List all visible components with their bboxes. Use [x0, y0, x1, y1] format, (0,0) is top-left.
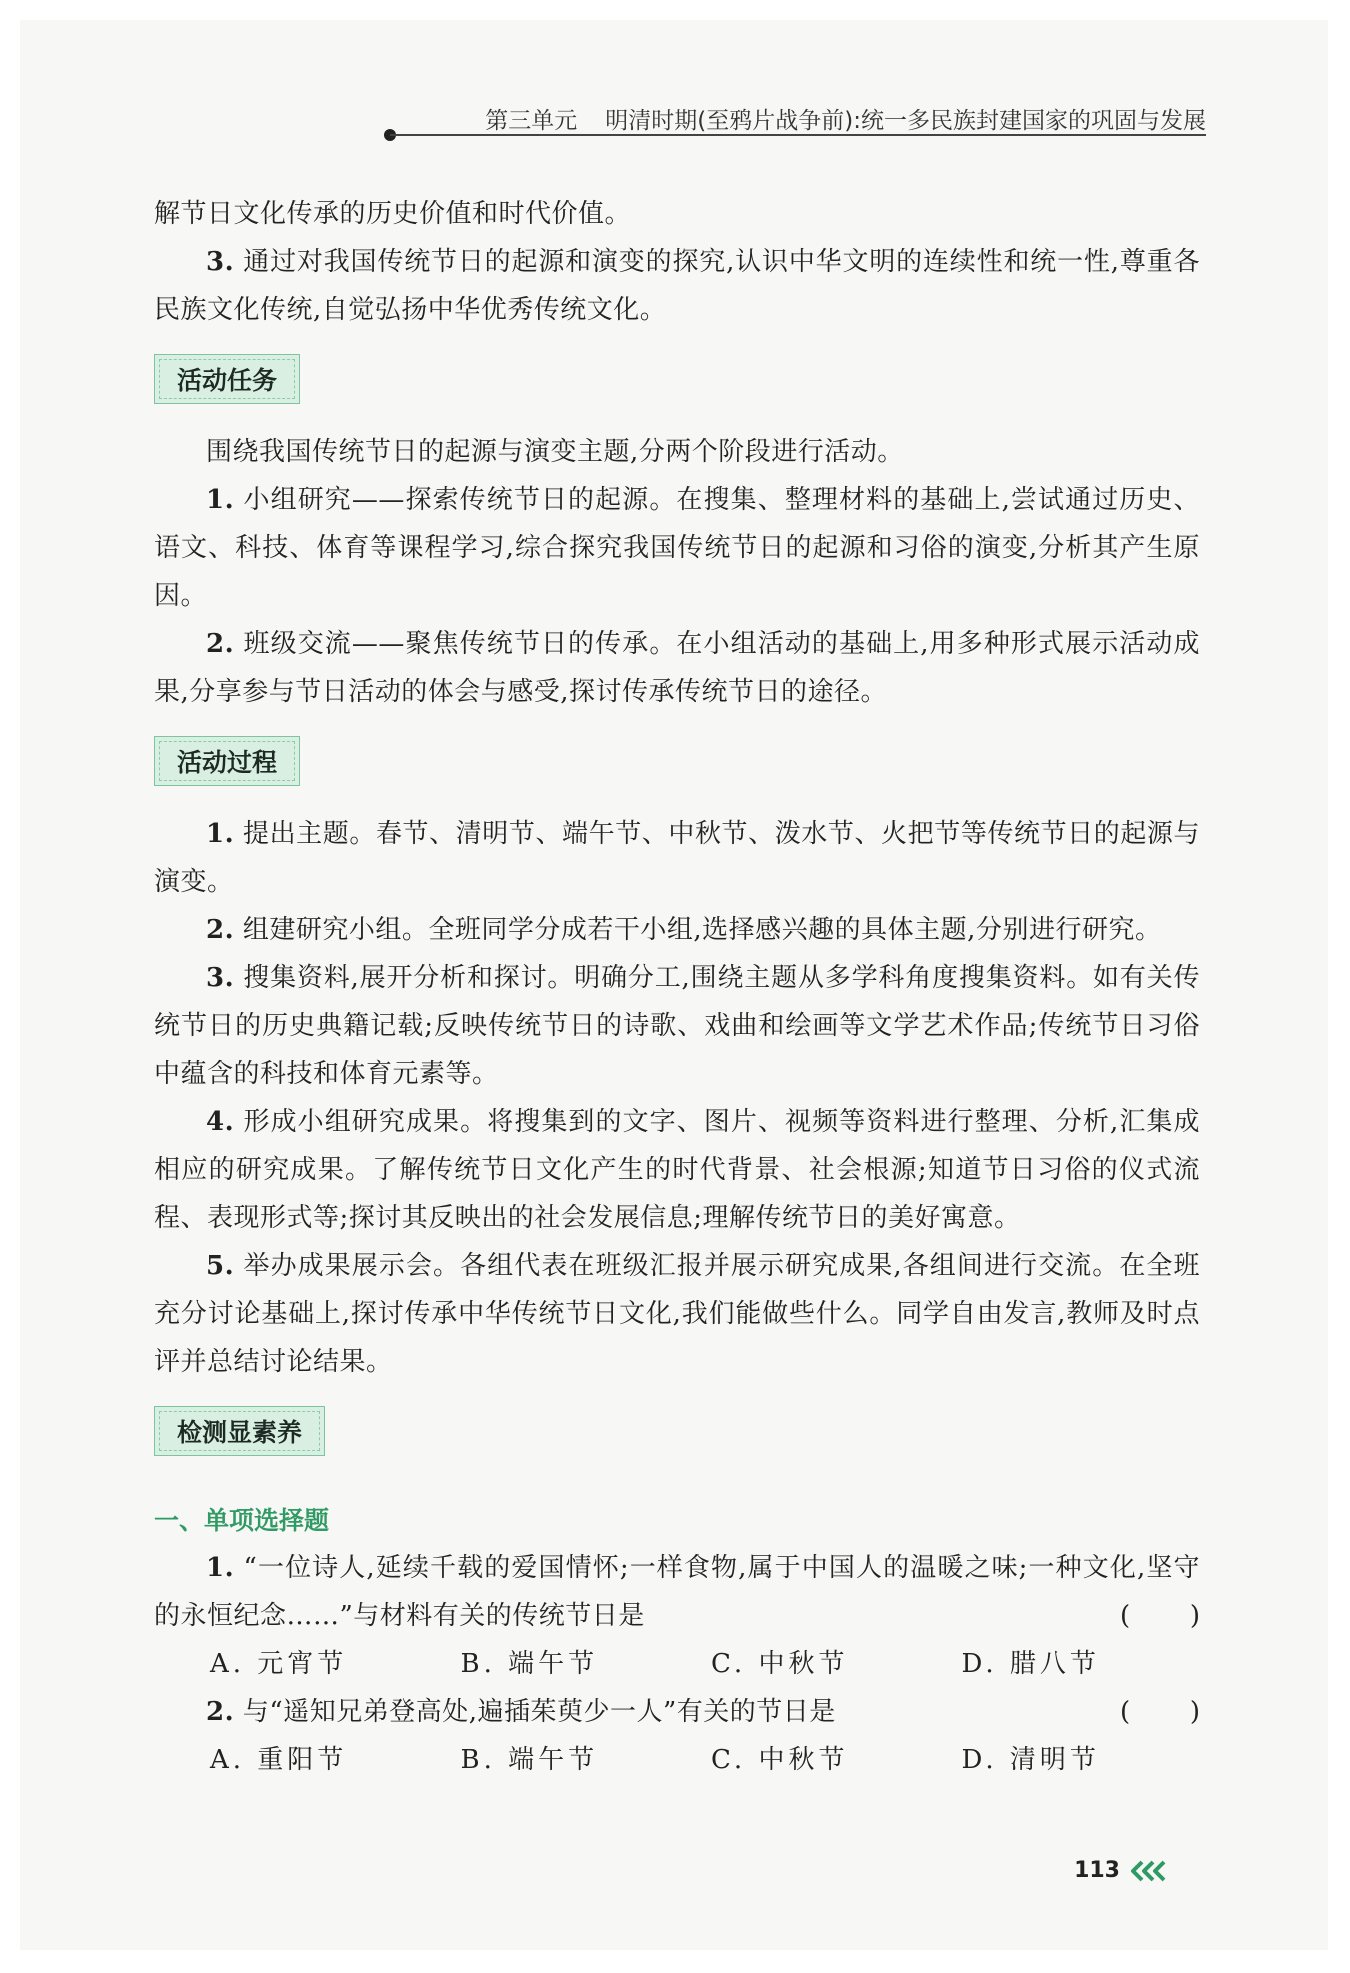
- answer-bracket[interactable]: [1120, 1688, 1200, 1736]
- process-item: [154, 1098, 1200, 1242]
- page: [20, 20, 1328, 1950]
- question-text: “一位诗人,延续千载的爱国情怀;一样食物,属于中国人的温暖之味;一种文化,坚守的永恒纪念……”与材料有关的传统节日是: [154, 1553, 1201, 1631]
- option-d[interactable]: D. 腊八节: [961, 1649, 1100, 1679]
- section-heading-label: 检测显素养: [177, 1418, 303, 1447]
- main-content: [154, 190, 1200, 1784]
- option-a[interactable]: A. 元宵节: [210, 1649, 348, 1679]
- item-number: 1.: [206, 485, 235, 515]
- question-number: 2.: [206, 1697, 235, 1727]
- process-item: [154, 1242, 1200, 1386]
- answer-bracket[interactable]: [1120, 1592, 1200, 1640]
- item-number: 3.: [206, 247, 235, 277]
- process-item: [154, 954, 1200, 1098]
- question-number: 1.: [206, 1553, 235, 1583]
- intro-continuation: 解节日文化传承的历史价值和时代价值。: [154, 199, 632, 229]
- item-number: 5.: [206, 1251, 235, 1281]
- section-heading-test: [154, 1406, 325, 1456]
- item-number: 2.: [206, 915, 235, 945]
- bracket-right: ): [1189, 1697, 1200, 1727]
- item-text: 通过对我国传统节日的起源和演变的探究,认识中华文明的连续性和统一性,尊重各民族文化传统,自觉弘扬中华优秀传统文化。: [154, 247, 1201, 325]
- task-item: [154, 476, 1200, 620]
- bracket-right: ): [1189, 1601, 1200, 1631]
- page-footer: [1074, 1858, 1168, 1883]
- triple-chevron-left-icon: [1130, 1860, 1168, 1882]
- bracket-left: (: [1120, 1601, 1131, 1631]
- item-text: 搜集资料,展开分析和探讨。明确分工,围绕主题从多学科角度搜集资料。如有关传统节日的历史典籍记载;反映传统节日的诗歌、戏曲和绘画等文学艺术作品;传统节日习俗中蕴含的科技和体育元素等。: [154, 963, 1201, 1089]
- option-b[interactable]: B. 端午节: [460, 1649, 599, 1679]
- option-d[interactable]: D. 清明节: [961, 1745, 1100, 1775]
- question-stem: [154, 1544, 1200, 1640]
- running-header: [380, 84, 1206, 134]
- question-stem: [154, 1688, 1200, 1736]
- item-text: 组建研究小组。全班同学分成若干小组,选择感兴趣的具体主题,分别进行研究。: [242, 915, 1162, 945]
- process-item: [154, 906, 1200, 954]
- header-title-row: [485, 102, 1206, 135]
- section-heading-label: 活动任务: [177, 366, 278, 395]
- task-item: [154, 620, 1200, 716]
- question-2-options: [154, 1736, 1200, 1784]
- header-title: 明清时期(至鸦片战争前):统一多民族封建国家的巩固与发展: [605, 108, 1206, 134]
- subheading-single-choice: 一、单项选择题: [154, 1506, 330, 1535]
- question-1-options: [154, 1640, 1200, 1688]
- item-text: 举办成果展示会。各组代表在班级汇报并展示研究成果,各组间进行交流。在全班充分讨论基础上,探讨传承中华传统节日文化,我们能做些什么。同学自由发言,教师及时点评并总结讨论结果。: [154, 1251, 1200, 1377]
- question-1: [154, 1544, 1200, 1640]
- question-2: [154, 1688, 1200, 1736]
- task-intro: 围绕我国传统节日的起源与演变主题,分两个阶段进行活动。: [206, 437, 904, 467]
- item-number: 4.: [206, 1107, 235, 1137]
- item-text: 提出主题。春节、清明节、端午节、中秋节、泼水节、火把节等传统节日的起源与演变。: [154, 819, 1200, 897]
- item-number: 3.: [206, 963, 235, 993]
- question-text: 与“遥知兄弟登高处,遍插茱萸少一人”有关的节日是: [242, 1697, 836, 1727]
- item-text: 形成小组研究成果。将搜集到的文字、图片、视频等资料进行整理、分析,汇集成相应的研究成果。了解传统节日文化产生的时代背景、社会根源;知道节日习俗的仪式流程、表现形式等;探讨其反映出的社会发展信息;理解传统节日的美好寓意。: [154, 1107, 1200, 1233]
- option-c[interactable]: C. 中秋节: [710, 1745, 849, 1775]
- section-heading-process: [154, 736, 300, 786]
- page-number: 113: [1074, 1858, 1120, 1883]
- process-item: [154, 810, 1200, 906]
- option-c[interactable]: C. 中秋节: [710, 1649, 849, 1679]
- intro-goal-3: [154, 238, 1200, 334]
- item-text: 班级交流——聚焦传统节日的传承。在小组活动的基础上,用多种形式展示活动成果,分享参与节日活动的体会与感受,探讨传承传统节日的途径。: [154, 629, 1200, 707]
- section-heading-label: 活动过程: [177, 748, 278, 777]
- option-a[interactable]: A. 重阳节: [210, 1745, 348, 1775]
- option-b[interactable]: B. 端午节: [460, 1745, 599, 1775]
- item-number: 1.: [206, 819, 235, 849]
- item-number: 2.: [206, 629, 235, 659]
- item-text: 小组研究——探索传统节日的起源。在搜集、整理材料的基础上,尝试通过历史、语文、科技、体育等课程学习,综合探究我国传统节日的起源和习俗的演变,分析其产生原因。: [154, 485, 1200, 611]
- bracket-left: (: [1120, 1697, 1131, 1727]
- section-heading-task: [154, 354, 300, 404]
- header-unit: 第三单元: [485, 108, 578, 134]
